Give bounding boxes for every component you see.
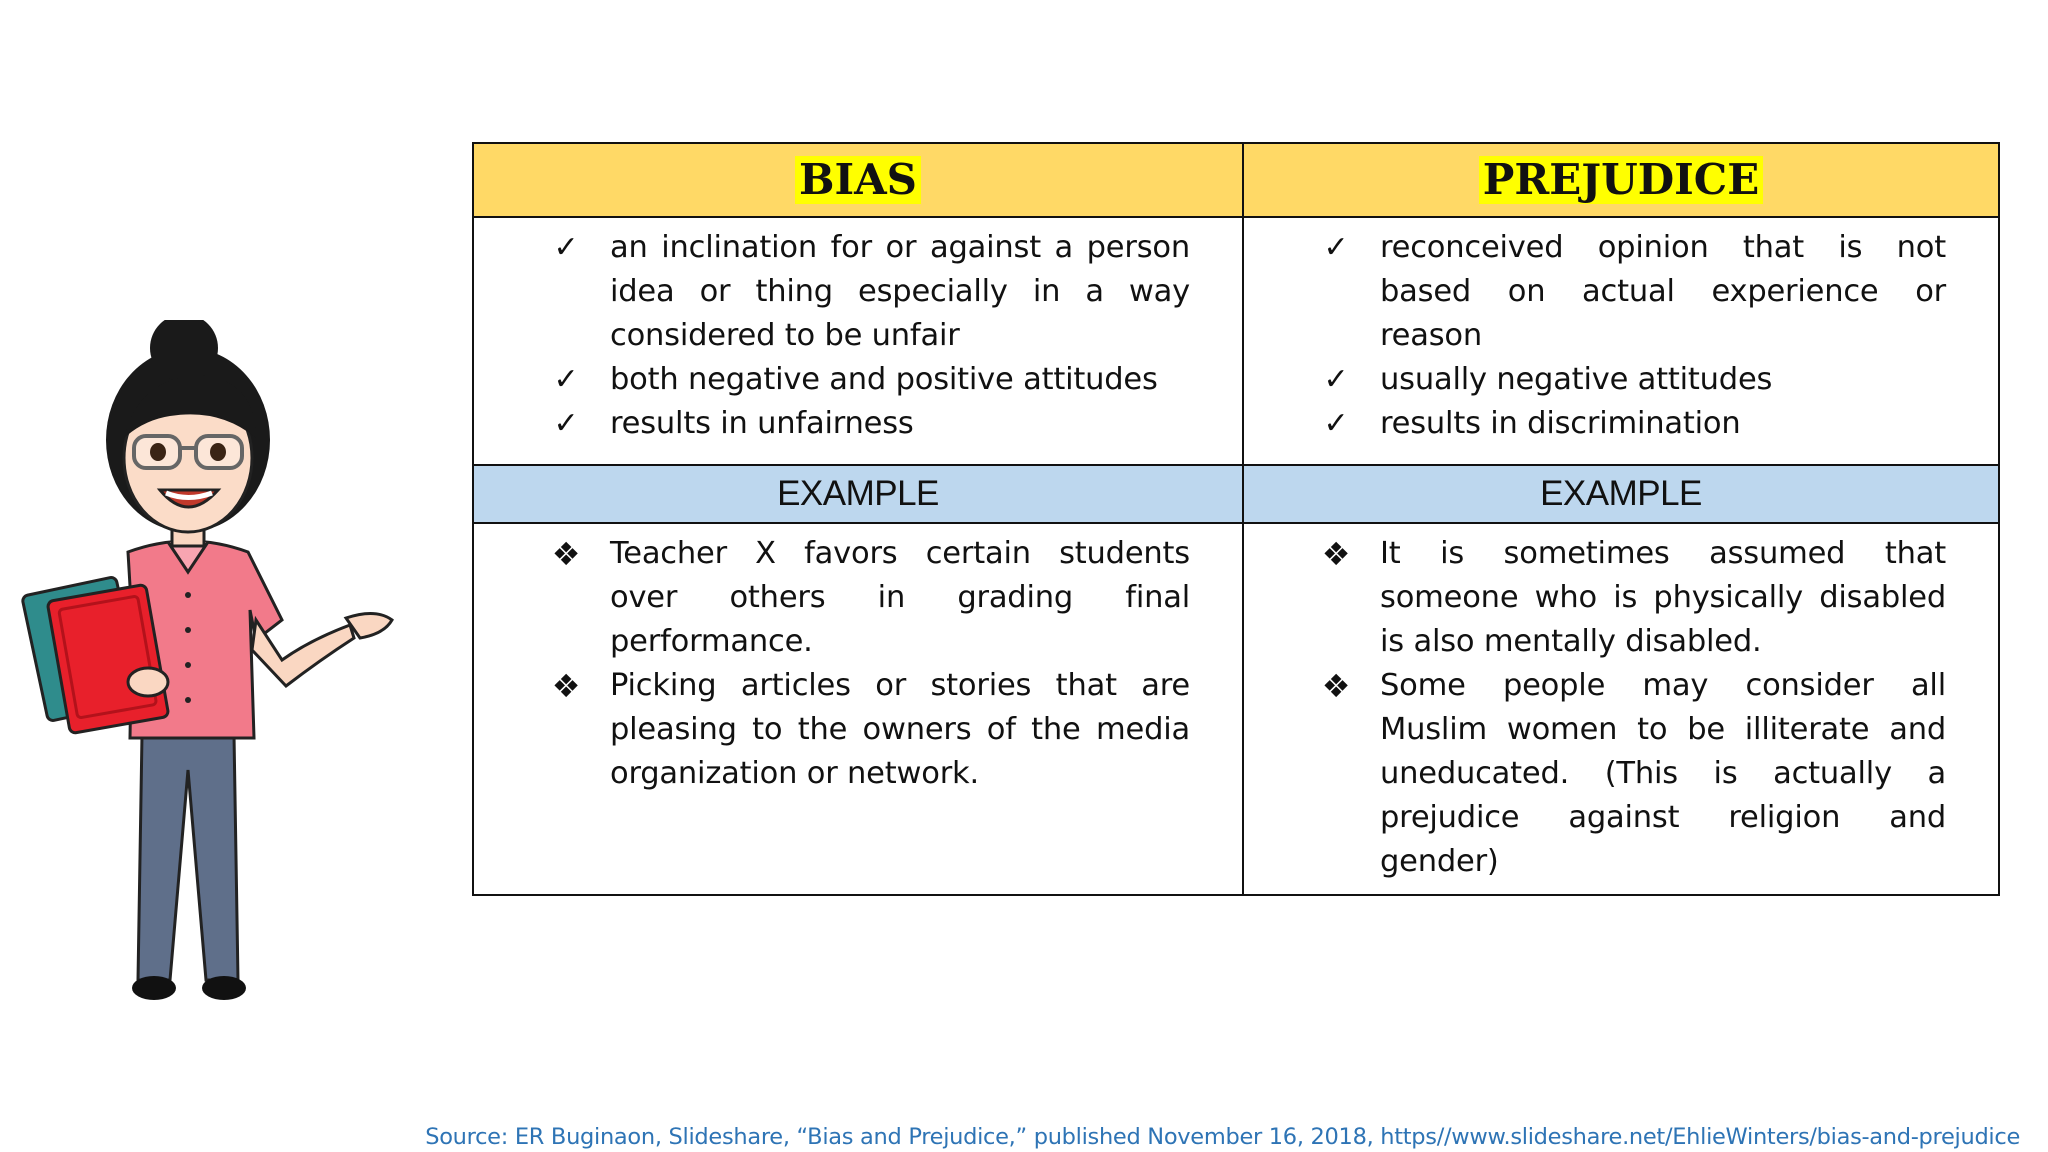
prejudice-example-cell [1243, 523, 1999, 895]
bias-points [474, 218, 1242, 456]
bias-definition-cell [473, 217, 1243, 465]
check-icon: ✓ [1323, 406, 1349, 441]
prejudice-points [1244, 218, 1998, 456]
prejudice-example-label: EXAMPLE [1540, 474, 1702, 513]
list-item: ✓ an inclination for or against a person idea or thing especially in a way considered to be unfair [474, 226, 1190, 358]
bias-example-label-cell [473, 465, 1243, 523]
list-item: ❖ Teacher X favors certain students over others in grading final performance. [474, 532, 1190, 664]
prejudice-examples [1244, 524, 1998, 894]
list-item: ❖ Some people may consider all Muslim women to be illiterate and uneducated. (This is actually a prejudice against religion and gender) [1244, 664, 1946, 884]
header-row [473, 143, 1999, 217]
check-icon: ✓ [1323, 230, 1349, 265]
example-label-row [473, 465, 1999, 523]
list-item: ❖ Picking articles or stories that are pleasing to the owners of the media organization or network. [474, 664, 1190, 796]
bias-header: BIAS [795, 156, 921, 204]
diamond-bullet-icon: ❖ [551, 535, 581, 573]
diamond-bullet-icon: ❖ [1321, 535, 1351, 573]
check-icon: ✓ [1323, 362, 1349, 397]
prejudice-example-label-cell [1243, 465, 1999, 523]
example-row [473, 523, 1999, 895]
prejudice-header: PREJUDICE [1479, 156, 1764, 204]
check-icon: ✓ [553, 406, 579, 441]
teacher-illustration [20, 320, 440, 1010]
list-item: ✓ results in discrimination [1244, 402, 1946, 446]
list-item: ✓ usually negative attitudes [1244, 358, 1946, 402]
check-icon: ✓ [553, 230, 579, 265]
prejudice-header-cell [1243, 143, 1999, 217]
prejudice-definition-cell [1243, 217, 1999, 465]
list-item: ✓ results in unfairness [474, 402, 1190, 446]
check-icon: ✓ [553, 362, 579, 397]
diamond-bullet-icon: ❖ [551, 667, 581, 705]
list-item: ❖ It is sometimes assumed that someone who is physically disabled is also mentally disabled. [1244, 532, 1946, 664]
list-item: ✓ both negative and positive attitudes [474, 358, 1190, 402]
definition-row [473, 217, 1999, 465]
bias-examples [474, 524, 1242, 806]
bias-prejudice-table [472, 142, 2000, 896]
list-item: ✓ reconceived opinion that is not based on actual experience or reason [1244, 226, 1946, 358]
diamond-bullet-icon: ❖ [1321, 667, 1351, 705]
bias-example-label: EXAMPLE [777, 474, 939, 513]
bias-example-cell [473, 523, 1243, 895]
bias-header-cell [473, 143, 1243, 217]
source-citation: Source: ER Buginaon, Slideshare, “Bias and Prejudice,” published November 16, 2018, https//www.slideshare.net/EhlieWinters/bias-and-prejudice [425, 1124, 2020, 1150]
